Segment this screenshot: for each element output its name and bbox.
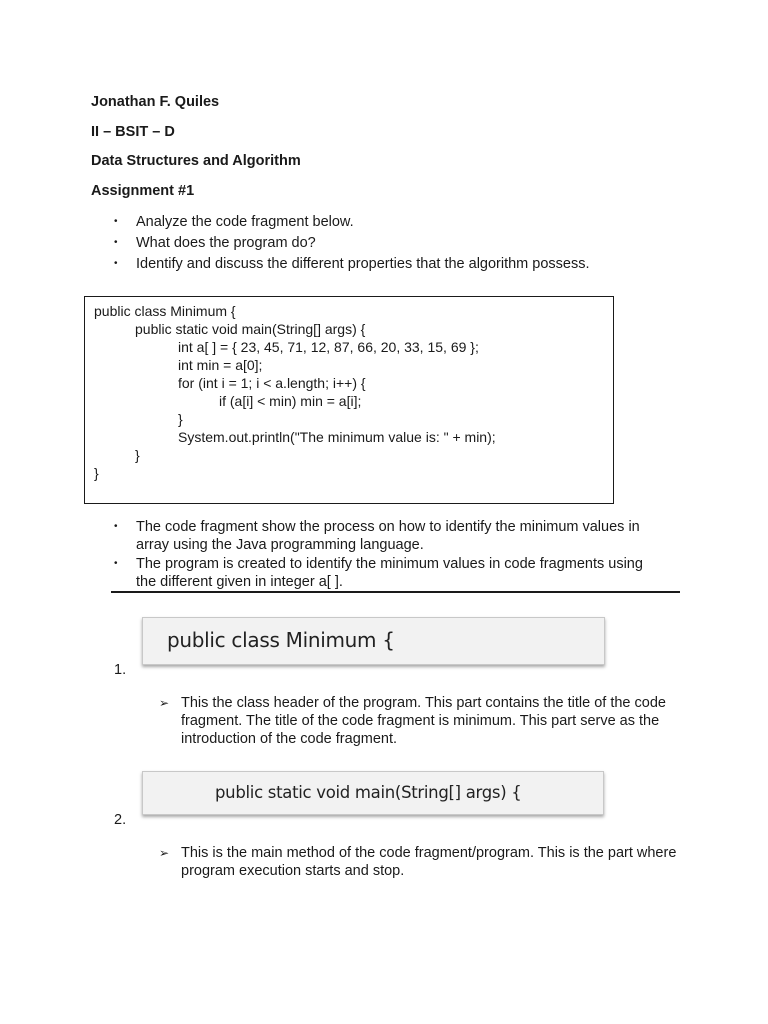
assignment-title: Assignment #1 xyxy=(91,183,195,199)
snippet-image xyxy=(142,771,604,815)
arrow-bullet-icon: ➢ xyxy=(159,696,170,710)
bullet-icon: • xyxy=(114,558,118,569)
part-explanation: This the class header of the program. This part contains the title of the code fragment. The title of the code fragment is minimum. This part serve as the introduction of the code fragment. xyxy=(181,695,666,747)
snippet-text: public static void main(String[] args) { xyxy=(215,783,522,802)
part-number: 2. xyxy=(114,812,127,828)
snippet-text: public class Minimum { xyxy=(167,628,395,652)
code-line: int min = a[0]; xyxy=(178,357,263,373)
section-label: II – BSIT – D xyxy=(91,124,175,140)
code-line: System.out.println("The minimum value is: " + min); xyxy=(178,429,496,445)
code-line: int a[ ] = { 23, 45, 71, 12, 87, 66, 20, 33, 15, 69 }; xyxy=(178,339,479,355)
code-line: public static void main(String[] args) { xyxy=(135,321,366,337)
instruction-text: Analyze the code fragment below. xyxy=(136,214,354,230)
instruction-text: What does the program do? xyxy=(136,235,316,251)
code-block xyxy=(84,296,614,504)
answer-text: The code fragment show the process on how to identify the minimum values in array using the Java programming language. xyxy=(136,519,640,553)
snippet-image xyxy=(142,617,605,665)
divider xyxy=(111,591,680,593)
bullet-icon: • xyxy=(114,258,118,269)
author-name: Jonathan F. Quiles xyxy=(91,94,220,110)
part-number: 1. xyxy=(114,662,127,678)
bullet-icon: • xyxy=(114,521,118,532)
part-explanation: This is the main method of the code fragment/program. This is the part where program execution starts and stop. xyxy=(181,845,677,879)
code-line: public class Minimum { xyxy=(94,303,236,319)
course-title: Data Structures and Algorithm xyxy=(91,153,301,169)
bullet-icon: • xyxy=(114,216,118,227)
code-line: } xyxy=(94,465,99,481)
bullet-icon: • xyxy=(114,237,118,248)
instruction-text: Identify and discuss the different properties that the algorithm possess. xyxy=(136,256,590,272)
code-line: for (int i = 1; i < a.length; i++) { xyxy=(178,375,366,391)
code-line: if (a[i] < min) min = a[i]; xyxy=(219,393,362,409)
arrow-bullet-icon: ➢ xyxy=(159,846,170,860)
code-line: } xyxy=(178,411,183,427)
answer-text: The program is created to identify the minimum values in code fragments using the different given in integer a[ ]. xyxy=(136,556,643,590)
code-line: } xyxy=(135,447,140,463)
